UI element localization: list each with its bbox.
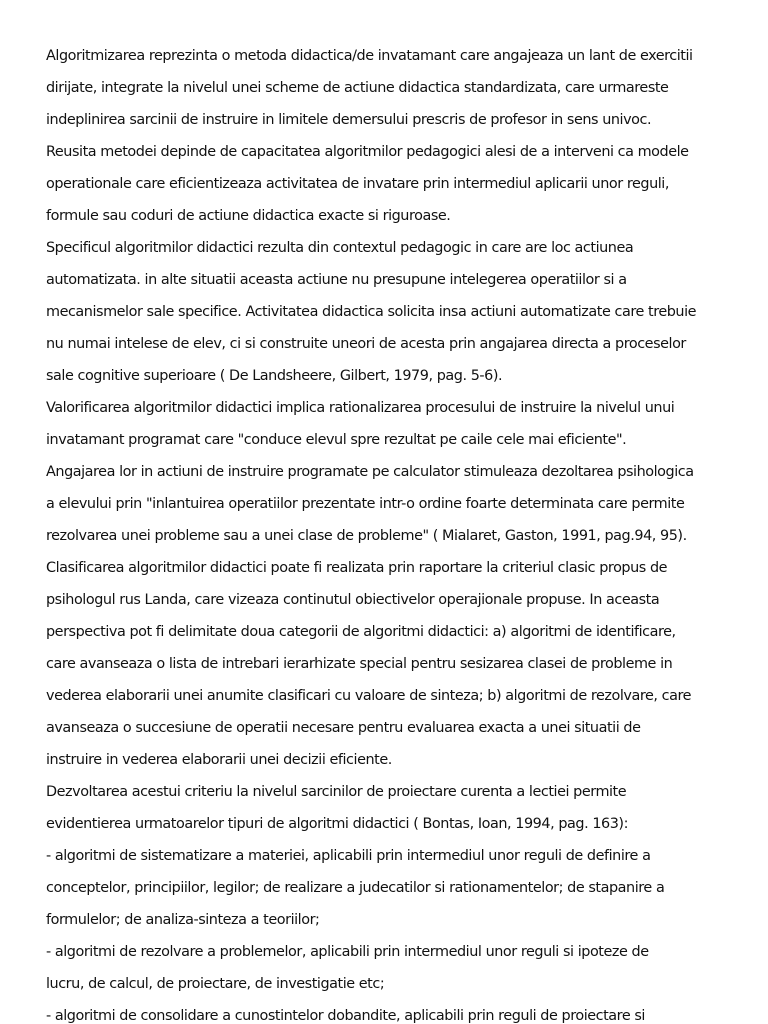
text-line: Specificul algoritmilor didactici rezulta din contextul pedagogic in care are loc actiunea: [46, 240, 634, 256]
text-line: invatamant programat care "conduce elevul spre rezultat pe caile cele mai eficiente".: [46, 432, 627, 448]
text-line: perspectiva pot fi delimitate doua categorii de algoritmi didactici: a) algoritmi de identificare,: [46, 624, 676, 640]
text-line: formule sau coduri de actiune didactica exacte si riguroase.: [46, 208, 451, 224]
text-line: psihologul rus Landa, care vizeaza continutul obiectivelor operajionale propuse. In aceasta: [46, 592, 660, 608]
text-line: avanseaza o succesiune de operatii necesare pentru evaluarea exacta a unei situatii de: [46, 720, 641, 736]
document-body: [46, 40, 726, 1024]
text-line: nu numai intelese de elev, ci si construite uneori de acesta prin angajarea directa a proceselor: [46, 336, 686, 352]
text-line: vederea elaborarii unei anumite clasificari cu valoare de sinteza; b) algoritmi de rezolvare, care: [46, 688, 692, 704]
text-line: operationale care eficientizeaza activitatea de invatare prin intermediul aplicarii unor reguli,: [46, 176, 669, 192]
text-line: dirijate, integrate la nivelul unei scheme de actiune didactica standardizata, care urmareste: [46, 80, 669, 96]
text-line: indeplinirea sarcinii de instruire in limitele demersului prescris de profesor in sens univoc.: [46, 112, 652, 128]
text-line: - algoritmi de consolidare a cunostintelor dobandite, aplicabili prin reguli de proiectare si: [46, 1008, 645, 1024]
text-line: rezolvarea unei probleme sau a unei clase de probleme" ( Mialaret, Gaston, 1991, pag.94, 95).: [46, 528, 687, 544]
text-line: a elevului prin "inlantuirea operatiilor prezentate intr-o ordine foarte determinata care permite: [46, 496, 685, 512]
text-line: Angajarea lor in actiuni de instruire programate pe calculator stimuleaza dezoltarea psihologica: [46, 464, 694, 480]
text-line: evidentierea urmatoarelor tipuri de algoritmi didactici ( Bontas, Ioan, 1994, pag. 163):: [46, 816, 628, 832]
text-line: Clasificarea algoritmilor didactici poate fi realizata prin raportare la criteriul clasic propus de: [46, 560, 668, 576]
text-line: - algoritmi de rezolvare a problemelor, aplicabili prin intermediul unor reguli si ipoteze de: [46, 944, 649, 960]
text-line: instruire in vederea elaborarii unei decizii eficiente.: [46, 752, 392, 768]
text-line: sale cognitive superioare ( De Landsheere, Gilbert, 1979, pag. 5-6).: [46, 368, 503, 384]
text-line: Reusita metodei depinde de capacitatea algoritmilor pedagogici alesi de a interveni ca modele: [46, 144, 689, 160]
text-line: Algoritmizarea reprezinta o metoda didactica/de invatamant care angajeaza un lant de exercitii: [46, 48, 693, 64]
text-line: conceptelor, principiilor, legilor; de realizare a judecatilor si rationamentelor; de stapanire a: [46, 880, 665, 896]
text-line: lucru, de calcul, de proiectare, de investigatie etc;: [46, 976, 385, 992]
text-line: mecanismelor sale specifice. Activitatea didactica solicita insa actiuni automatizate care trebuie: [46, 304, 697, 320]
text-line: - algoritmi de sistematizare a materiei, aplicabili prin intermediul unor reguli de definire a: [46, 848, 651, 864]
text-line: formulelor; de analiza-sinteza a teoriilor;: [46, 912, 320, 928]
text-line: Dezvoltarea acestui criteriu la nivelul sarcinilor de proiectare curenta a lectiei permite: [46, 784, 627, 800]
text-line: Valorificarea algoritmilor didactici implica rationalizarea procesului de instruire la nivelul unui: [46, 400, 675, 416]
text-line: automatizata. in alte situatii aceasta actiune nu presupune intelegerea operatiilor si a: [46, 272, 627, 288]
text-line: care avanseaza o lista de intrebari ierarhizate special pentru sesizarea clasei de probleme in: [46, 656, 673, 672]
